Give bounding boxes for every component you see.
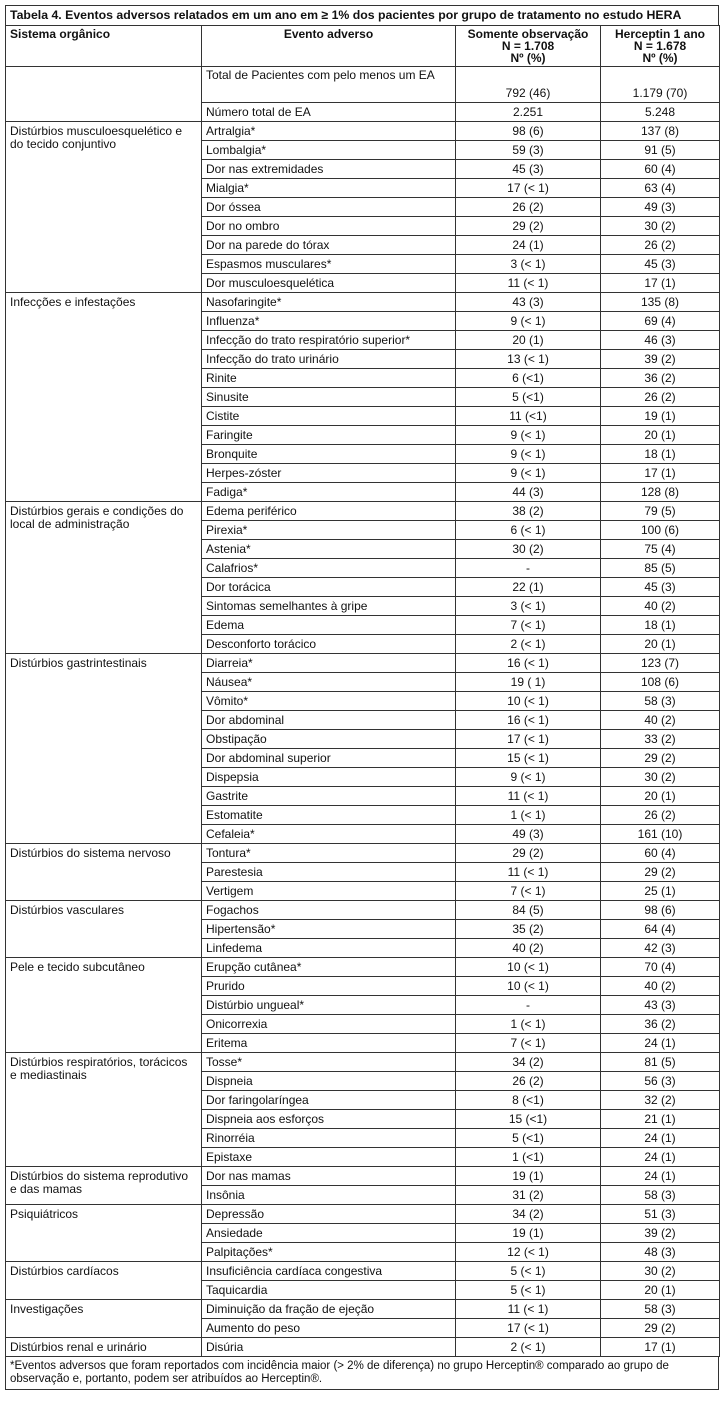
header-event: Evento adverso — [202, 26, 456, 67]
herceptin-value: 40 (2) — [601, 711, 720, 730]
herceptin-value: 29 (2) — [601, 749, 720, 768]
herceptin-value: 30 (2) — [601, 1262, 720, 1281]
event-cell: Dispepsia — [202, 768, 456, 787]
observation-value: 19 (1) — [456, 1167, 601, 1186]
header-observation — [456, 26, 601, 67]
event-cell: Gastrite — [202, 787, 456, 806]
event-cell: Edema — [202, 616, 456, 635]
observation-value: 13 (< 1) — [456, 350, 601, 369]
table-row — [6, 1338, 720, 1357]
observation-value: 17 (< 1) — [456, 1319, 601, 1338]
system-cell: Distúrbios musculoesquelético e do tecido conjuntivo — [6, 122, 202, 293]
observation-value: 20 (1) — [456, 331, 601, 350]
event-cell: Disúria — [202, 1338, 456, 1357]
system-cell: Distúrbios renal e urinário — [6, 1338, 202, 1357]
observation-value: 6 (< 1) — [456, 521, 601, 540]
observation-value: 84 (5) — [456, 901, 601, 920]
observation-value: 15 (< 1) — [456, 749, 601, 768]
herceptin-value: 17 (1) — [601, 274, 720, 293]
event-cell: Tosse* — [202, 1053, 456, 1072]
event-cell: Parestesia — [202, 863, 456, 882]
observation-value: 9 (< 1) — [456, 464, 601, 483]
table-row — [6, 654, 720, 673]
header-row — [6, 26, 720, 67]
observation-value: 1 (<1) — [456, 1148, 601, 1167]
herceptin-value: 40 (2) — [601, 977, 720, 996]
observation-value: 2.251 — [456, 103, 601, 122]
table-body — [6, 67, 720, 1357]
event-cell: Diminuição da fração de ejeção — [202, 1300, 456, 1319]
event-cell: Prurido — [202, 977, 456, 996]
observation-value: 9 (< 1) — [456, 312, 601, 331]
herceptin-value: 30 (2) — [601, 768, 720, 787]
event-cell: Astenia* — [202, 540, 456, 559]
herceptin-value: 26 (2) — [601, 236, 720, 255]
observation-value: 5 (<1) — [456, 1129, 601, 1148]
event-cell: Dor abdominal superior — [202, 749, 456, 768]
herceptin-value: 26 (2) — [601, 806, 720, 825]
observation-value: 1 (< 1) — [456, 1015, 601, 1034]
system-cell: Investigações — [6, 1300, 202, 1338]
observation-value: 35 (2) — [456, 920, 601, 939]
system-cell: Distúrbios vasculares — [6, 901, 202, 958]
herceptin-value: 100 (6) — [601, 521, 720, 540]
herceptin-value: 25 (1) — [601, 882, 720, 901]
event-cell: Calafrios* — [202, 559, 456, 578]
herceptin-value: 58 (3) — [601, 1186, 720, 1205]
event-cell: Obstipação — [202, 730, 456, 749]
observation-value: 6 (<1) — [456, 369, 601, 388]
herceptin-value: 45 (3) — [601, 578, 720, 597]
event-cell: Onicorrexia — [202, 1015, 456, 1034]
event-cell: Dor musculoesquelética — [202, 274, 456, 293]
observation-value: 19 (1) — [456, 1224, 601, 1243]
observation-value: 7 (< 1) — [456, 616, 601, 635]
event-cell: Lombalgia* — [202, 141, 456, 160]
event-cell: Hipertensão* — [202, 920, 456, 939]
event-cell: Bronquite — [202, 445, 456, 464]
event-cell: Total de Pacientes com pelo menos um EA — [202, 67, 456, 103]
observation-value: 17 (< 1) — [456, 179, 601, 198]
event-cell: Dor torácica — [202, 578, 456, 597]
table-row — [6, 1300, 720, 1319]
event-cell: Pirexia* — [202, 521, 456, 540]
event-cell: Linfedema — [202, 939, 456, 958]
herceptin-value: 51 (3) — [601, 1205, 720, 1224]
observation-value: 31 (2) — [456, 1186, 601, 1205]
header-system: Sistema orgânico — [6, 26, 202, 67]
event-cell: Desconforto torácico — [202, 635, 456, 654]
table-row — [6, 1053, 720, 1072]
herceptin-value: 108 (6) — [601, 673, 720, 692]
header-observation-line2: N = 1.708 — [501, 39, 555, 53]
herceptin-value: 20 (1) — [601, 635, 720, 654]
observation-value: 11 (<1) — [456, 407, 601, 426]
event-cell: Infecção do trato respiratório superior* — [202, 331, 456, 350]
observation-value: 11 (< 1) — [456, 274, 601, 293]
observation-value: - — [456, 996, 601, 1015]
observation-value: 2 (< 1) — [456, 635, 601, 654]
herceptin-value: 36 (2) — [601, 1015, 720, 1034]
event-cell: Vertigem — [202, 882, 456, 901]
event-cell: Fogachos — [202, 901, 456, 920]
event-cell: Ansiedade — [202, 1224, 456, 1243]
herceptin-value: 64 (4) — [601, 920, 720, 939]
observation-value: 8 (<1) — [456, 1091, 601, 1110]
table-row — [6, 844, 720, 863]
observation-value: 38 (2) — [456, 502, 601, 521]
event-cell: Infecção do trato urinário — [202, 350, 456, 369]
observation-value: 9 (< 1) — [456, 426, 601, 445]
system-cell: Psiquiátricos — [6, 1205, 202, 1262]
system-cell: Distúrbios do sistema reprodutivo e das mamas — [6, 1167, 202, 1205]
herceptin-value: 24 (1) — [601, 1148, 720, 1167]
observation-value: 29 (2) — [456, 217, 601, 236]
herceptin-value: 39 (2) — [601, 350, 720, 369]
herceptin-value: 42 (3) — [601, 939, 720, 958]
observation-value: 11 (< 1) — [456, 1300, 601, 1319]
event-cell: Dispneia — [202, 1072, 456, 1091]
observation-value: 40 (2) — [456, 939, 601, 958]
event-cell: Tontura* — [202, 844, 456, 863]
event-cell: Epistaxe — [202, 1148, 456, 1167]
observation-value: 11 (< 1) — [456, 863, 601, 882]
table-row — [6, 958, 720, 977]
herceptin-value: 60 (4) — [601, 160, 720, 179]
herceptin-value: 39 (2) — [601, 1224, 720, 1243]
event-cell: Insônia — [202, 1186, 456, 1205]
herceptin-value: 20 (1) — [601, 1281, 720, 1300]
herceptin-value: 45 (3) — [601, 255, 720, 274]
event-cell: Espasmos musculares* — [202, 255, 456, 274]
event-cell: Dor no ombro — [202, 217, 456, 236]
herceptin-value: 81 (5) — [601, 1053, 720, 1072]
herceptin-value: 17 (1) — [601, 1338, 720, 1357]
system-cell: Distúrbios gerais e condições do local de administração — [6, 502, 202, 654]
herceptin-value: 60 (4) — [601, 844, 720, 863]
observation-value: 26 (2) — [456, 198, 601, 217]
observation-value: 59 (3) — [456, 141, 601, 160]
herceptin-value: 69 (4) — [601, 312, 720, 331]
herceptin-value: 20 (1) — [601, 787, 720, 806]
herceptin-value: 56 (3) — [601, 1072, 720, 1091]
herceptin-value: 20 (1) — [601, 426, 720, 445]
observation-value: 12 (< 1) — [456, 1243, 601, 1262]
table-row — [6, 901, 720, 920]
herceptin-value: 30 (2) — [601, 217, 720, 236]
observation-value: 792 (46) — [456, 67, 601, 103]
herceptin-value: 98 (6) — [601, 901, 720, 920]
observation-value: 7 (< 1) — [456, 882, 601, 901]
herceptin-value: 137 (8) — [601, 122, 720, 141]
herceptin-value: 40 (2) — [601, 597, 720, 616]
event-cell: Eritema — [202, 1034, 456, 1053]
observation-value: 11 (< 1) — [456, 787, 601, 806]
herceptin-value: 18 (1) — [601, 445, 720, 464]
herceptin-value: 58 (3) — [601, 1300, 720, 1319]
event-cell: Herpes-zóster — [202, 464, 456, 483]
event-cell: Artralgia* — [202, 122, 456, 141]
system-cell: Distúrbios gastrintestinais — [6, 654, 202, 844]
event-cell: Náusea* — [202, 673, 456, 692]
herceptin-value: 36 (2) — [601, 369, 720, 388]
header-herceptin-line1: Herceptin 1 ano — [614, 27, 706, 41]
observation-value: 10 (< 1) — [456, 977, 601, 996]
header-herceptin-line2: N = 1.678 — [633, 39, 687, 53]
herceptin-value: 1.179 (70) — [601, 67, 720, 103]
header-observation-line3: Nº (%) — [510, 51, 546, 65]
herceptin-value: 85 (5) — [601, 559, 720, 578]
event-cell: Distúrbio ungueal* — [202, 996, 456, 1015]
observation-value: 98 (6) — [456, 122, 601, 141]
event-cell: Dor nas extremidades — [202, 160, 456, 179]
observation-value: 17 (< 1) — [456, 730, 601, 749]
system-cell: Pele e tecido subcutâneo — [6, 958, 202, 1053]
event-cell: Palpitações* — [202, 1243, 456, 1262]
observation-value: 49 (3) — [456, 825, 601, 844]
event-cell: Influenza* — [202, 312, 456, 331]
herceptin-value: 63 (4) — [601, 179, 720, 198]
observation-value: 15 (<1) — [456, 1110, 601, 1129]
table-row — [6, 1205, 720, 1224]
herceptin-value: 21 (1) — [601, 1110, 720, 1129]
adverse-events-table — [5, 25, 720, 1357]
event-cell: Diarreia* — [202, 654, 456, 673]
observation-value: 44 (3) — [456, 483, 601, 502]
document — [5, 5, 719, 1390]
observation-value: 10 (< 1) — [456, 692, 601, 711]
observation-value: 34 (2) — [456, 1053, 601, 1072]
herceptin-value: 18 (1) — [601, 616, 720, 635]
herceptin-value: 24 (1) — [601, 1129, 720, 1148]
table-row — [6, 122, 720, 141]
summary-row — [6, 67, 720, 103]
observation-value: 3 (< 1) — [456, 255, 601, 274]
observation-value: 29 (2) — [456, 844, 601, 863]
event-cell: Erupção cutânea* — [202, 958, 456, 977]
event-cell: Dispneia aos esforços — [202, 1110, 456, 1129]
event-cell: Mialgia* — [202, 179, 456, 198]
event-cell: Rinite — [202, 369, 456, 388]
observation-value: 10 (< 1) — [456, 958, 601, 977]
herceptin-value: 49 (3) — [601, 198, 720, 217]
summary-system-cell — [6, 67, 202, 122]
herceptin-value: 128 (8) — [601, 483, 720, 502]
observation-value: 43 (3) — [456, 293, 601, 312]
event-cell: Insuficiência cardíaca congestiva — [202, 1262, 456, 1281]
table-row — [6, 1167, 720, 1186]
observation-value: 30 (2) — [456, 540, 601, 559]
footnote: *Eventos adversos que foram reportados com incidência maior (> 2% de diferença) no grupo Herceptin® comparado ao grupo de observação e, portanto, podem ser atribuídos ao Herceptin®. — [5, 1357, 719, 1390]
observation-value: - — [456, 559, 601, 578]
table-title: Tabela 4. Eventos adversos relatados em um ano em ≥ 1% dos pacientes por grupo de tratamento no estudo HERA — [5, 5, 719, 25]
herceptin-value: 26 (2) — [601, 388, 720, 407]
system-cell: Distúrbios cardíacos — [6, 1262, 202, 1300]
event-cell: Taquicardia — [202, 1281, 456, 1300]
header-herceptin — [601, 26, 720, 67]
event-cell: Cistite — [202, 407, 456, 426]
event-cell: Dor abdominal — [202, 711, 456, 730]
observation-value: 24 (1) — [456, 236, 601, 255]
system-cell: Distúrbios do sistema nervoso — [6, 844, 202, 901]
herceptin-value: 5.248 — [601, 103, 720, 122]
observation-value: 1 (< 1) — [456, 806, 601, 825]
event-cell: Vômito* — [202, 692, 456, 711]
herceptin-value: 29 (2) — [601, 1319, 720, 1338]
observation-value: 5 (<1) — [456, 388, 601, 407]
event-cell: Sintomas semelhantes à gripe — [202, 597, 456, 616]
herceptin-value: 123 (7) — [601, 654, 720, 673]
system-cell: Infecções e infestações — [6, 293, 202, 502]
event-cell: Edema periférico — [202, 502, 456, 521]
herceptin-value: 46 (3) — [601, 331, 720, 350]
observation-value: 5 (< 1) — [456, 1281, 601, 1300]
table-row — [6, 293, 720, 312]
table-row — [6, 502, 720, 521]
observation-value: 19 ( 1) — [456, 673, 601, 692]
herceptin-value: 17 (1) — [601, 464, 720, 483]
observation-value: 45 (3) — [456, 160, 601, 179]
observation-value: 22 (1) — [456, 578, 601, 597]
observation-value: 7 (< 1) — [456, 1034, 601, 1053]
event-cell: Sinusite — [202, 388, 456, 407]
event-cell: Faringite — [202, 426, 456, 445]
observation-value: 16 (< 1) — [456, 711, 601, 730]
herceptin-value: 32 (2) — [601, 1091, 720, 1110]
herceptin-value: 161 (10) — [601, 825, 720, 844]
herceptin-value: 29 (2) — [601, 863, 720, 882]
event-cell: Cefaleia* — [202, 825, 456, 844]
observation-value: 9 (< 1) — [456, 768, 601, 787]
system-cell: Distúrbios respiratórios, torácicos e mediastinais — [6, 1053, 202, 1167]
header-herceptin-line3: Nº (%) — [642, 51, 678, 65]
header-observation-line1: Somente observação — [467, 27, 589, 41]
event-cell: Rinorréia — [202, 1129, 456, 1148]
herceptin-value: 58 (3) — [601, 692, 720, 711]
herceptin-value: 48 (3) — [601, 1243, 720, 1262]
herceptin-value: 75 (4) — [601, 540, 720, 559]
event-cell: Dor na parede do tórax — [202, 236, 456, 255]
event-cell: Fadiga* — [202, 483, 456, 502]
event-cell: Número total de EA — [202, 103, 456, 122]
observation-value: 26 (2) — [456, 1072, 601, 1091]
event-cell: Depressão — [202, 1205, 456, 1224]
observation-value: 9 (< 1) — [456, 445, 601, 464]
herceptin-value: 135 (8) — [601, 293, 720, 312]
event-cell: Dor nas mamas — [202, 1167, 456, 1186]
herceptin-value: 79 (5) — [601, 502, 720, 521]
herceptin-value: 43 (3) — [601, 996, 720, 1015]
event-cell: Dor óssea — [202, 198, 456, 217]
table-row — [6, 1262, 720, 1281]
observation-value: 5 (< 1) — [456, 1262, 601, 1281]
herceptin-value: 33 (2) — [601, 730, 720, 749]
event-cell: Estomatite — [202, 806, 456, 825]
observation-value: 2 (< 1) — [456, 1338, 601, 1357]
event-cell: Aumento do peso — [202, 1319, 456, 1338]
herceptin-value: 19 (1) — [601, 407, 720, 426]
herceptin-value: 24 (1) — [601, 1167, 720, 1186]
herceptin-value: 70 (4) — [601, 958, 720, 977]
observation-value: 34 (2) — [456, 1205, 601, 1224]
observation-value: 16 (< 1) — [456, 654, 601, 673]
observation-value: 3 (< 1) — [456, 597, 601, 616]
herceptin-value: 91 (5) — [601, 141, 720, 160]
herceptin-value: 24 (1) — [601, 1034, 720, 1053]
event-cell: Nasofaringite* — [202, 293, 456, 312]
event-cell: Dor faringolaríngea — [202, 1091, 456, 1110]
